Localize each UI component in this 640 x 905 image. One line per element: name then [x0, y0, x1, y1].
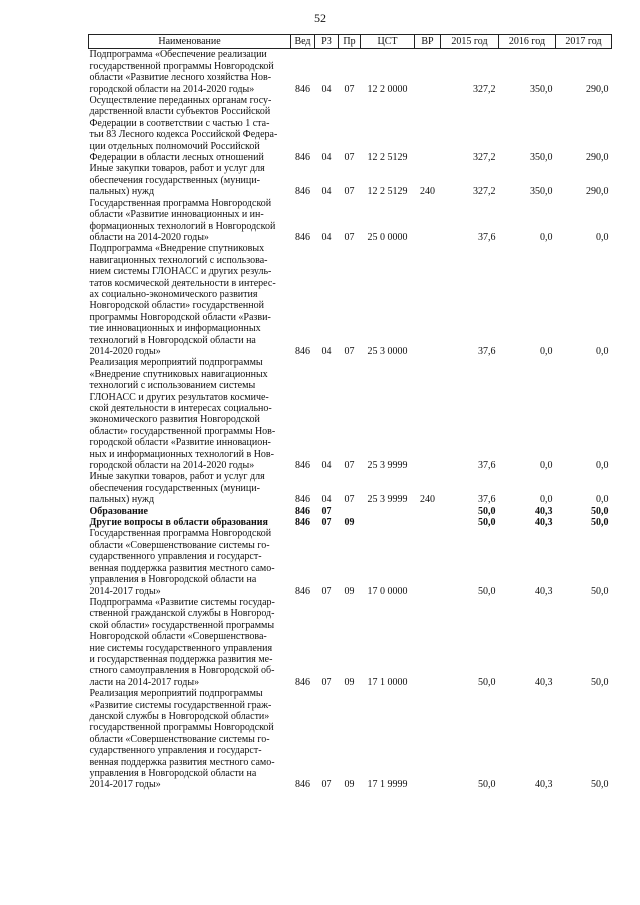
cell-cst: 25 3 9999: [367, 460, 408, 472]
row-name-line: Подпрограмма «Развитие системы государ-: [89, 596, 275, 608]
cell-y2015: 50,0: [478, 505, 496, 517]
row-name-line: пальных) нужд: [89, 186, 155, 198]
cell-pr: 07: [344, 494, 355, 506]
row-name-line: Государственная программа Новгородской: [89, 197, 272, 209]
cell-y2015: 327,2: [473, 186, 496, 198]
cell-y2015: 37,6: [478, 460, 496, 472]
row-name-line: области «Развитие лесного хозяйства Нов-: [89, 72, 272, 84]
row-name-line: области «Развитие инновационных и ин-: [89, 209, 264, 221]
budget-table: [88, 34, 612, 791]
row-name-line: Осуществление переданных органам госу-: [89, 95, 272, 107]
cell-y2017: 50,0: [591, 505, 609, 517]
table-row: [89, 517, 612, 528]
cell-pr: 07: [344, 231, 355, 243]
cell-ved: 846: [295, 517, 310, 529]
cell-cst: 25 3 9999: [367, 494, 408, 506]
row-name-line: ных и информационных технологий в Нов-: [89, 448, 274, 460]
cell-rz: 07: [321, 779, 332, 791]
cell-y2017: 50,0: [591, 517, 609, 529]
cell-cst: 25 0 0000: [367, 231, 408, 243]
row-name-line: технологий в Новгородской области на: [89, 334, 256, 346]
cell-vr: [415, 688, 441, 791]
cell-cst: 12 2 5129: [367, 152, 408, 164]
row-name-line: Федерации в соответствии с частью 1 ста-: [89, 117, 270, 129]
row-name-line: ласти на 2014-2017 годы»: [89, 676, 200, 688]
row-name-line: государственной программы Новгородской: [89, 722, 274, 734]
row-name-line: дарственной власти субъектов Российской: [89, 106, 271, 118]
cell-cst: 25 3 0000: [367, 345, 408, 357]
page-number: 52: [314, 11, 326, 25]
cell-ved: 846: [295, 186, 310, 198]
cell-y2016: 40,3: [535, 517, 553, 529]
row-name-line: управления в Новгородской области на: [89, 574, 257, 586]
cell-y2017: 50,0: [591, 585, 609, 597]
cell-vr: [415, 517, 441, 528]
cell-rz: 07: [321, 517, 332, 529]
row-name-line: области на 2014-2020 годы»: [89, 231, 209, 243]
cell-pr: 09: [344, 517, 355, 529]
row-name: [89, 49, 291, 95]
cell-rz: 04: [321, 494, 332, 506]
cell-y2016: 40,3: [535, 676, 553, 688]
header-vr: ВР: [415, 35, 441, 49]
row-name-line: сударственного управления и государст-: [89, 551, 262, 563]
cell-pr: 09: [344, 585, 355, 597]
cell-cst: [361, 517, 415, 528]
row-name-line: Образование: [89, 505, 148, 517]
row-name-line: тьи 83 Лесного кодекса Российской Федера-: [89, 129, 278, 141]
table-row: [89, 688, 612, 791]
cell-vr: [415, 357, 441, 471]
header-pr: Пр: [339, 35, 361, 49]
row-name-line: ственной гражданской службы в Новгород-: [89, 608, 275, 620]
row-name-line: ской деятельности в интересах социально-: [89, 403, 272, 414]
row-name: [89, 517, 291, 528]
cell-y2017: 0,0: [596, 345, 609, 357]
row-name-line: ции отдельных полномочий Российской: [89, 140, 260, 152]
row-name-line: Реализация мероприятий подпрограммы: [89, 357, 263, 369]
row-name-line: формационных технологий в Новгородской: [89, 220, 276, 232]
cell-y2016: 350,0: [530, 186, 553, 198]
row-name-line: обеспечения государственных (муници-: [89, 174, 260, 186]
row-name-line: Другие вопросы в области образования: [89, 517, 268, 529]
row-name-line: экономического развития Новгородской: [89, 414, 260, 426]
cell-rz: 04: [321, 152, 332, 164]
cell-y2017: 0,0: [596, 494, 609, 506]
cell-rz: 07: [321, 585, 332, 597]
row-name-line: татов космической деятельности в интерес-: [89, 277, 276, 289]
cell-pr: 09: [344, 676, 355, 688]
cell-cst: 17 1 0000: [367, 676, 408, 688]
cell-ved: 846: [295, 494, 310, 506]
row-name: [89, 243, 291, 357]
cell-y2017: 50,0: [591, 676, 609, 688]
cell-y2017: 290,0: [586, 186, 609, 198]
cell-y2015: 50,0: [478, 517, 496, 529]
cell-vr: [415, 528, 441, 596]
cell-pr: 07: [344, 152, 355, 164]
cell-rz: 04: [321, 231, 332, 243]
row-name-line: тие инновационных и информационных: [89, 323, 261, 335]
table-row: [89, 163, 612, 197]
cell-y2017: 0,0: [596, 460, 609, 472]
row-name-line: Новгородской области» государственной: [89, 300, 264, 312]
row-name: [89, 357, 291, 471]
row-name-line: области «Совершенствование системы го-: [89, 539, 270, 551]
table-row: [89, 506, 612, 517]
header-ved: Вед: [291, 35, 315, 49]
cell-y2016: 40,3: [535, 585, 553, 597]
cell-vr: [415, 49, 441, 95]
header-2015: 2015 год: [441, 35, 499, 49]
row-name-line: 2014-2017 годы»: [89, 779, 161, 791]
cell-y2015: 37,6: [478, 345, 496, 357]
row-name-line: 2014-2020 годы»: [89, 345, 161, 357]
cell-pr: 07: [344, 460, 355, 472]
cell-ved: 846: [295, 345, 310, 357]
row-name: [89, 198, 291, 244]
row-name-line: технологий с использованием системы: [89, 380, 256, 392]
row-name: [89, 471, 291, 505]
row-name-line: ах социально-экономического развития: [89, 288, 258, 300]
row-name-line: Государственная программа Новгородской: [89, 528, 272, 540]
row-name-line: ГЛОНАСС и других результатов космиче-: [89, 391, 269, 403]
cell-cst: 12 2 5129: [367, 186, 408, 198]
cell-vr: 240: [420, 494, 435, 506]
table-row: [89, 198, 612, 244]
header-2017: 2017 год: [556, 35, 612, 49]
cell-ved: 846: [295, 676, 310, 688]
table-row: [89, 243, 612, 357]
row-name-line: данской службы в Новгородской области»: [89, 710, 270, 722]
row-name-line: венная поддержка развития местного само-: [89, 562, 275, 574]
cell-cst: 17 1 9999: [367, 779, 408, 791]
row-name-line: управления в Новгородской области на: [89, 768, 257, 779]
row-name: [89, 688, 291, 791]
cell-y2015: 50,0: [478, 779, 496, 791]
cell-y2016: 350,0: [530, 152, 553, 164]
row-name-line: области «Совершенствование системы го-: [89, 733, 270, 745]
table-row: [89, 471, 612, 505]
cell-pr: 07: [344, 83, 355, 95]
cell-vr: [415, 243, 441, 357]
cell-pr: 09: [344, 779, 355, 791]
row-name-line: Реализация мероприятий подпрограммы: [89, 688, 263, 700]
row-name-line: городской области на 2014-2020 годы»: [89, 460, 255, 472]
row-name-line: городской области «Развитие инновацион-: [89, 437, 271, 449]
cell-y2017: 290,0: [586, 152, 609, 164]
cell-cst: 17 0 0000: [367, 585, 408, 597]
row-name-line: ской области» государственной программы: [89, 619, 275, 631]
row-name: [89, 506, 291, 517]
cell-ved: 846: [295, 585, 310, 597]
row-name-line: области» государственной программы Нов-: [89, 425, 276, 437]
header-cst: ЦСТ: [361, 35, 415, 49]
row-name: [89, 597, 291, 688]
table-row: [89, 357, 612, 471]
table-header: [89, 35, 612, 49]
row-name: [89, 163, 291, 197]
cell-vr: [415, 198, 441, 244]
row-name-line: «Развитие системы государственной граж-: [89, 699, 272, 711]
table-body: [89, 49, 612, 791]
table-row: [89, 528, 612, 596]
row-name-line: сударственного управления и государст-: [89, 745, 262, 757]
cell-vr: [415, 597, 441, 688]
row-name-line: стного самоуправления в Новгородской об-: [89, 665, 275, 677]
cell-vr: 240: [420, 186, 435, 198]
cell-ved: 846: [295, 83, 310, 95]
cell-rz: 04: [321, 460, 332, 472]
cell-y2015: 327,2: [473, 152, 496, 164]
cell-y2015: 50,0: [478, 585, 496, 597]
header-rz: РЗ: [315, 35, 339, 49]
cell-y2015: 37,6: [478, 231, 496, 243]
cell-pr: 07: [344, 186, 355, 198]
cell-rz: 07: [321, 676, 332, 688]
cell-cst: 12 2 0000: [367, 83, 408, 95]
cell-ved: 846: [295, 779, 310, 791]
cell-rz: 04: [321, 186, 332, 198]
cell-pr: 07: [344, 345, 355, 357]
row-name: [89, 95, 291, 163]
cell-vr: [415, 506, 441, 517]
row-name-line: Федерации в области лесных отношений: [89, 152, 264, 164]
header-name: Наименование: [89, 35, 291, 49]
row-name-line: нием системы ГЛОНАСС и других резуль-: [89, 266, 272, 278]
cell-rz: 04: [321, 83, 332, 95]
table-row: [89, 49, 612, 95]
row-name-line: «Внедрение спутниковых навигационных: [89, 368, 268, 380]
row-name-line: обеспечения государственных (муници-: [89, 482, 260, 494]
cell-ved: 846: [295, 460, 310, 472]
cell-y2016: 0,0: [540, 460, 553, 472]
cell-y2015: 50,0: [478, 676, 496, 688]
table-row: [89, 597, 612, 688]
header-2016: 2016 год: [499, 35, 556, 49]
cell-ved: 846: [295, 505, 310, 517]
cell-ved: 846: [295, 231, 310, 243]
row-name-line: ние системы государственного управления: [89, 642, 273, 654]
row-name-line: 2014-2017 годы»: [89, 585, 161, 597]
row-name-line: Новгородской области «Совершенствова-: [89, 631, 267, 643]
cell-y2016: 40,3: [535, 779, 553, 791]
cell-y2015: 37,6: [478, 494, 496, 506]
row-name: [89, 528, 291, 596]
row-name-line: Иные закупки товаров, работ и услуг для: [89, 163, 265, 175]
cell-ved: 846: [295, 152, 310, 164]
cell-rz: 07: [321, 505, 332, 517]
cell-rz: 04: [321, 345, 332, 357]
row-name-line: Иные закупки товаров, работ и услуг для: [89, 471, 265, 483]
cell-y2016: 0,0: [540, 494, 553, 506]
cell-y2017: 0,0: [596, 231, 609, 243]
cell-y2016: 350,0: [530, 83, 553, 95]
cell-pr: [339, 506, 361, 517]
row-name-line: программы Новгородской области «Разви-: [89, 311, 271, 323]
cell-y2015: 327,2: [473, 83, 496, 95]
table-row: [89, 95, 612, 163]
cell-vr: [415, 95, 441, 163]
row-name-line: навигационных технологий с использова-: [89, 254, 268, 266]
cell-y2017: 290,0: [586, 83, 609, 95]
cell-y2016: 0,0: [540, 231, 553, 243]
row-name-line: пальных) нужд: [89, 494, 155, 506]
row-name-line: городской области на 2014-2020 годы»: [89, 83, 255, 95]
row-name-line: венная поддержка развития местного само-: [89, 756, 275, 768]
cell-y2016: 40,3: [535, 505, 553, 517]
row-name-line: и государственная поддержка развития ме-: [89, 653, 273, 665]
row-name-line: государственной программы Новгородской: [89, 60, 274, 72]
cell-y2016: 0,0: [540, 345, 553, 357]
cell-cst: [361, 506, 415, 517]
row-name-line: Подпрограмма «Обеспечение реализации: [89, 49, 267, 61]
row-name-line: Подпрограмма «Внедрение спутниковых: [89, 243, 265, 255]
cell-y2017: 50,0: [591, 779, 609, 791]
